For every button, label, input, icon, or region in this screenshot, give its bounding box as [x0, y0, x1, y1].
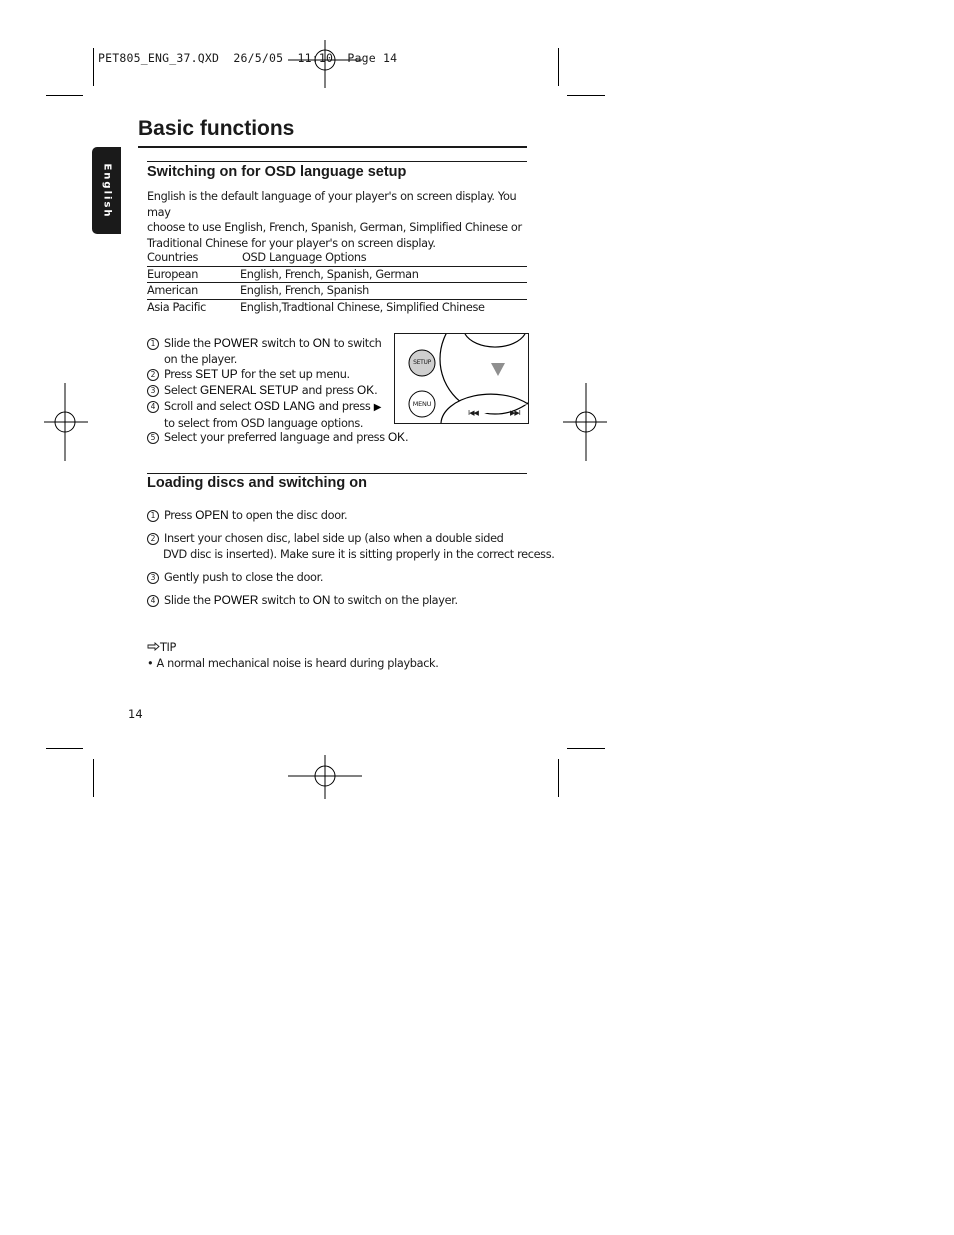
- step-keyword: ON: [312, 593, 331, 607]
- intro-line: Traditional Chinese for your player's on screen display.: [147, 236, 436, 250]
- step-number: 3: [147, 572, 159, 584]
- osd-step-5: [147, 430, 408, 446]
- step-keyword: OK: [357, 383, 375, 397]
- step-text: .: [405, 431, 409, 444]
- crop-mark: [567, 748, 605, 749]
- table-cell: European: [147, 267, 199, 281]
- table-row: [147, 267, 527, 283]
- osd-step-1: [147, 336, 382, 367]
- previous-icon: I◀◀: [468, 409, 478, 417]
- crop-mark: [93, 48, 94, 86]
- osd-step-4: [147, 399, 381, 431]
- table-header: OSD Language Options: [242, 251, 367, 264]
- print-header: PET805_ENG_37.QXD 26/5/05 11:10 Page 14: [98, 51, 398, 65]
- osd-language-table: [147, 250, 527, 315]
- step-text: Slide the: [164, 337, 214, 350]
- step-number: 2: [147, 533, 159, 545]
- setup-button: SETUP: [413, 359, 431, 366]
- step-text: Select your preferred language and press: [164, 431, 388, 444]
- step-keyword: SET UP: [195, 367, 238, 381]
- menu-button: MENU: [412, 400, 432, 408]
- step-continuation: to select from OSD language options.: [164, 416, 364, 430]
- step-keyword: OSD LANG: [254, 399, 316, 413]
- table-cell: American: [147, 284, 198, 297]
- loading-step-1: [147, 508, 347, 524]
- step-text: switch to: [258, 594, 313, 607]
- step-text: to switch on the player.: [330, 594, 458, 607]
- intro-line: English is the default language of your player's on screen display. You may: [147, 190, 517, 219]
- osd-intro: [147, 189, 527, 251]
- crop-mark: [46, 748, 83, 749]
- registration-mark-left: [44, 383, 89, 463]
- next-icon: ▶▶I: [510, 409, 520, 417]
- play-arrow-icon: ▶: [373, 402, 382, 413]
- step-text: and press: [315, 400, 374, 413]
- step-keyword: POWER: [213, 336, 259, 350]
- page-title: Basic functions: [138, 117, 295, 140]
- language-tab: [92, 147, 121, 234]
- language-tab-label: English: [101, 162, 112, 219]
- osd-step-2: [147, 367, 350, 383]
- table-cell: Asia Pacific: [147, 300, 206, 314]
- crop-mark: [93, 759, 94, 797]
- table-row: [147, 300, 527, 316]
- remote-control-drawing: [395, 334, 528, 423]
- osd-step-3: [147, 383, 377, 399]
- step-text: and press: [298, 384, 358, 397]
- registration-mark-right: [563, 383, 608, 463]
- step-number: 5: [147, 432, 159, 444]
- table-cell: English, French, Spanish, German: [240, 267, 419, 281]
- step-number: 1: [147, 510, 159, 522]
- crop-mark: [558, 759, 559, 797]
- step-keyword: ON: [312, 336, 331, 350]
- step-number: 4: [147, 595, 159, 607]
- registration-mark-bottom: [286, 755, 364, 800]
- crop-mark: [558, 48, 559, 86]
- section-rule: [147, 473, 527, 474]
- step-text: Insert your chosen disc, label side up (also when a double sided: [164, 532, 504, 545]
- step-number: 2: [147, 369, 159, 381]
- registration-mark-top: [286, 40, 364, 90]
- step-text: to open the disc door.: [228, 509, 348, 522]
- step-text: to switch: [330, 337, 382, 350]
- step-keyword: OK: [388, 430, 406, 444]
- step-text: Press: [164, 368, 196, 381]
- step-number: 1: [147, 338, 159, 350]
- tip-arrow-icon: [147, 642, 160, 651]
- step-number: 3: [147, 385, 159, 397]
- loading-step-4: [147, 593, 458, 609]
- intro-line: choose to use English, French, Spanish, German, Simplified Chinese or: [147, 221, 522, 234]
- table-cell: English,Tradtional Chinese, Simplified Chinese: [240, 300, 485, 314]
- table-header-row: [147, 250, 527, 266]
- step-keyword: GENERAL SETUP: [200, 383, 299, 397]
- loading-step-3: [147, 570, 323, 586]
- step-keyword: OPEN: [195, 508, 229, 522]
- tip-text: • A normal mechanical noise is heard during playback.: [147, 657, 439, 670]
- crop-mark: [567, 95, 605, 96]
- table-header: Countries: [147, 251, 199, 264]
- step-text: Gently push to close the door.: [164, 571, 324, 584]
- tip-label: TIP: [160, 641, 176, 654]
- step-keyword: POWER: [213, 593, 259, 607]
- page-number: 14: [128, 707, 143, 721]
- step-text: Slide the: [164, 594, 214, 607]
- table-cell: English, French, Spanish: [240, 284, 369, 297]
- step-text: switch to: [258, 337, 313, 350]
- step-continuation: DVD disc is inserted). Make sure it is sitting properly in the correct recess.: [163, 547, 555, 561]
- table-row: [147, 283, 527, 299]
- step-text: Select: [164, 384, 200, 397]
- step-text: Scroll and select: [164, 400, 255, 413]
- step-number: 4: [147, 401, 159, 413]
- title-rule: [138, 146, 527, 148]
- tip-heading: [147, 640, 176, 656]
- step-text: .: [374, 384, 378, 397]
- step-continuation: on the player.: [164, 352, 237, 366]
- loading-section-title: Loading discs and switching on: [147, 475, 367, 491]
- loading-step-2: [147, 531, 555, 562]
- step-text: for the set up menu.: [237, 368, 350, 381]
- osd-section-title: Switching on for OSD language setup: [147, 164, 407, 180]
- remote-control-illustration: [394, 333, 529, 424]
- section-rule: [147, 161, 527, 162]
- crop-mark: [46, 95, 83, 96]
- step-text: Press: [164, 509, 196, 522]
